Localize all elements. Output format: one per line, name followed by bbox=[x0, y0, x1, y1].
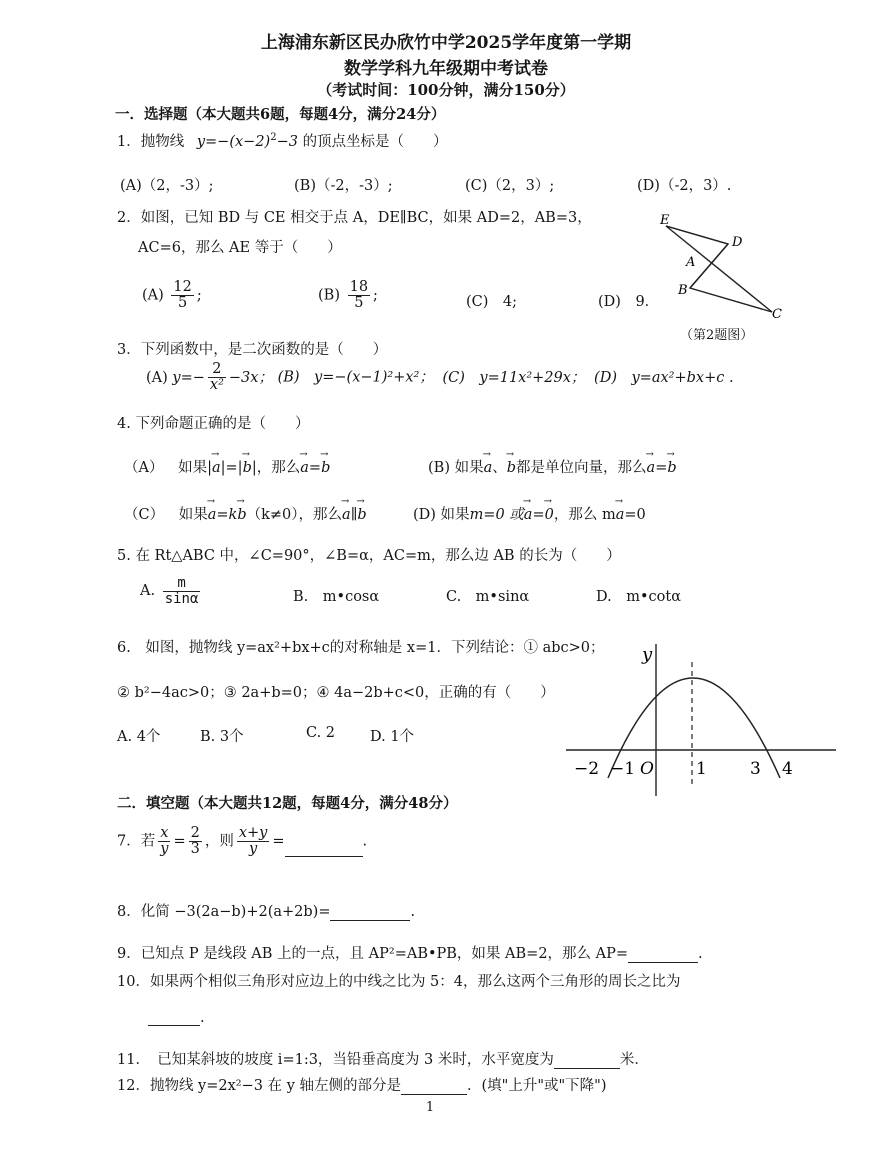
question-2-option-d: (D) 9． bbox=[598, 294, 660, 310]
question-4-option-b: (B) 如果→ a、→ b都是单位向量，那么→ a=→ b bbox=[428, 456, 677, 477]
question-5-option-c: C. m•sinα bbox=[446, 589, 530, 605]
question-1-stem: 1．抛物线 $y=-(x-2)^2-3$ 的顶点坐标是（ ） bbox=[117, 132, 448, 150]
question-6-stem-line2: ② b²−4ac>0；③ 2a+b=0；④ 4a−2b+c<0，正确的有（ ） bbox=[117, 685, 555, 701]
question-3-option-b: (B) y=−(x−1)²+x²； bbox=[277, 369, 434, 386]
question-11-answer-blank[interactable] bbox=[554, 1068, 620, 1069]
question-2-option-a: (A) $\frac{12}{5}$ ; bbox=[142, 279, 202, 312]
question-6-stem-line1: 6. 如图，抛物线 y=ax²+bx+c的对称轴是 x=1．下列结论：① abc>0； bbox=[117, 640, 605, 656]
question-6-option-c: C. 2 bbox=[306, 725, 336, 741]
question-8-answer-blank[interactable] bbox=[330, 920, 410, 921]
question-1-option-a: (A)（2，-3）; bbox=[120, 178, 214, 194]
question-10-answer-line: . bbox=[148, 1010, 205, 1026]
question-2-option-b: (B) $\frac{18}{5}$ ; bbox=[318, 279, 378, 312]
tick-label-3: 3 bbox=[750, 759, 761, 779]
question-7: 7．若 $\frac{x}{y}$ = $\frac{2}{3}$ ，则 $\frac{x+y}{y}$ = . bbox=[117, 825, 368, 858]
tick-label-4: 4 bbox=[782, 759, 793, 779]
question-8: 8．化简 −3(2a−b)+2(a+2b)= . bbox=[117, 904, 416, 920]
point-label-e: E bbox=[660, 213, 670, 228]
exam-subtitle: 数学学科九年级期中考试卷 bbox=[344, 59, 548, 79]
question-5-stem: 5. 在 Rt△ABC 中，∠C=90°，∠B=α，AC=m，那么边 AB 的长为（ ） bbox=[117, 548, 621, 564]
question-2-option-c: (C) 4; bbox=[466, 294, 518, 310]
page-number: 1 bbox=[425, 1100, 435, 1115]
question-3-option-a: (A) y=− $\frac{2}{\text{x²}}$ −3x； bbox=[146, 361, 273, 394]
segment-ed bbox=[666, 226, 728, 244]
origin-label: O bbox=[640, 759, 654, 779]
question-5-option-d: D. m•cotα bbox=[596, 589, 681, 605]
question-6-option-a: A. 4个 bbox=[117, 729, 161, 745]
segment-ec bbox=[666, 226, 772, 312]
tick-label-minus-2: −2 bbox=[574, 759, 600, 779]
point-label-d: D bbox=[732, 235, 743, 250]
question-12: 12．抛物线 y=2x²−3 在 y 轴左侧的部分是 ．(填"上升"或"下降") bbox=[117, 1078, 607, 1094]
question-10: 10．如果两个相似三角形对应边上的中线之比为 5：4，那么这两个三角形的周长之比为 bbox=[117, 974, 681, 990]
point-label-b: B bbox=[678, 283, 688, 298]
question-11: 11． 已知某斜坡的坡度 i=1:3，当铅垂高度为 3 米时，水平宽度为 米． bbox=[117, 1052, 649, 1068]
question-3-options bbox=[146, 362, 734, 393]
question-6-option-b: B. 3个 bbox=[200, 729, 244, 745]
tick-label-1: 1 bbox=[696, 759, 707, 779]
question-7-answer-blank[interactable] bbox=[285, 856, 363, 857]
question-9-answer-blank[interactable] bbox=[628, 962, 698, 963]
question-3-option-c: (C) y=11x²+29x； bbox=[442, 369, 586, 386]
tick-label-minus-1: −1 bbox=[610, 759, 636, 779]
question-5-option-b: B. m•cosα bbox=[293, 589, 380, 605]
question-1-option-d: (D)（-2，3）. bbox=[637, 178, 732, 194]
question-3-option-d: (D) y=ax²+bx+c . bbox=[594, 369, 734, 386]
question-2-stem-line1: 2．如图，已知 BD 与 CE 相交于点 A，DE∥BC，如果 AD=2，AB=3， bbox=[117, 210, 592, 226]
question-4-option-a: （A） 如果|→ a|=|→ b|，那么→ a=→ b bbox=[124, 456, 330, 477]
question-4-stem: 4. 下列命题正确的是（ ） bbox=[117, 416, 310, 432]
question-2-figure bbox=[650, 208, 800, 328]
question-4-option-d: (D) 如果m=0 或→ a=→ 0，那么 m→ a=0 bbox=[413, 503, 646, 524]
point-label-a: A bbox=[686, 255, 696, 270]
exam-title: 上海浦东新区民办欣竹中学2025学年度第一学期 bbox=[260, 33, 632, 53]
question-1-option-c: (C)（2，3）; bbox=[465, 178, 555, 194]
question-2-figure-caption: （第2题图） bbox=[680, 328, 754, 343]
section-1-title: 一．选择题（本大题共6题，每题4分，满分24分） bbox=[115, 106, 446, 123]
question-9: 9．已知点 P 是线段 AB 上的一点，且 AP²=AB•PB，如果 AB=2，那么 AP= . bbox=[117, 946, 703, 962]
question-2-stem-line2: AC=6，那么 AE 等于（ ） bbox=[138, 240, 342, 256]
question-10-answer-blank[interactable] bbox=[148, 1025, 200, 1026]
question-4-option-c: （C） 如果→ a=k→ b（k≠0），那么→ a∥→ b bbox=[124, 503, 367, 524]
exam-time-info: （考试时间：100分钟，满分150分） bbox=[317, 81, 575, 99]
question-3-stem: 3．下列函数中，是二次函数的是（ ） bbox=[117, 342, 388, 358]
section-2-title: 二．填空题（本大题共12题，每题4分，满分48分） bbox=[117, 795, 458, 812]
question-5-option-a: A. $\frac{m}{\sin\alpha}$ bbox=[140, 575, 199, 607]
question-6-graph bbox=[560, 638, 840, 798]
y-axis-label: y bbox=[642, 644, 653, 665]
question-12-answer-blank[interactable] bbox=[401, 1094, 467, 1095]
question-1-option-b: (B)（-2，-3）; bbox=[294, 178, 393, 194]
question-6-option-d: D. 1个 bbox=[370, 729, 415, 745]
point-label-c: C bbox=[772, 307, 782, 322]
